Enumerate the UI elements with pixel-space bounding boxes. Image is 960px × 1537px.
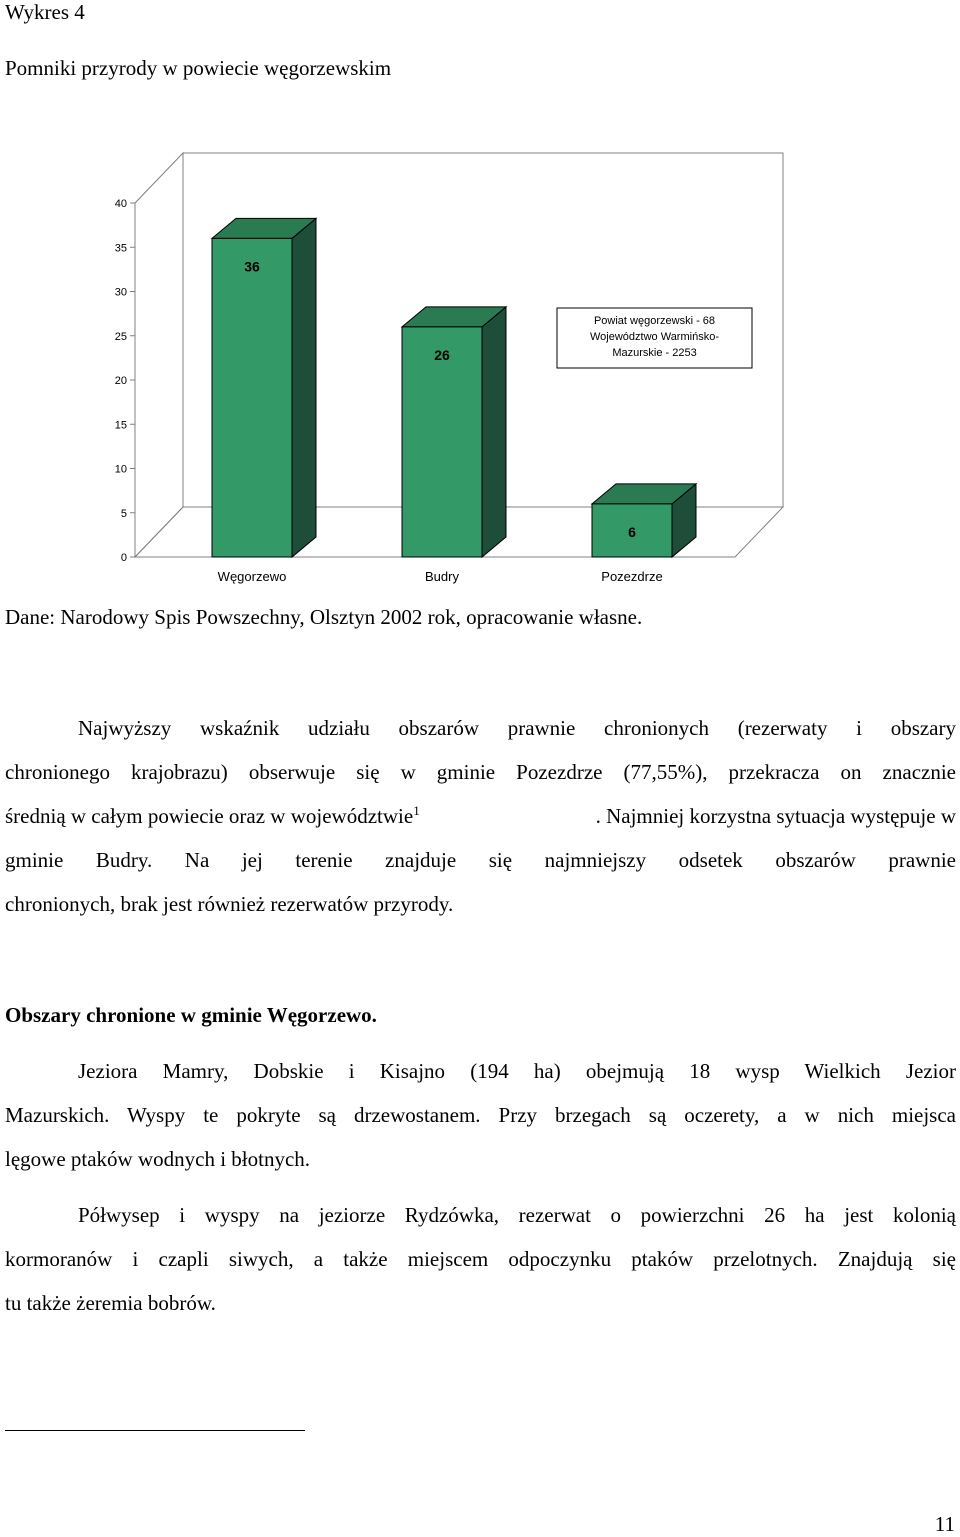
paragraph-3-line-2: kormoranów i czapli siwych, a także miejscem odpoczynku ptaków przelotnych. Znajdują się [5, 1247, 956, 1271]
footnote-ref: 1 [413, 803, 420, 818]
figure-label: Wykres 4 [5, 0, 85, 24]
paragraph-1-line-3-end: . Najmniej korzystna sytuacja występuje w [595, 804, 956, 828]
y-tick-label: 30 [114, 286, 127, 299]
paragraph-2-line-2: Mazurskich. Wyspy te pokryte są drzewostanem. Przy brzegach są oczerety, a w nich miejsca [5, 1103, 956, 1127]
bar-3 [592, 484, 696, 557]
paragraph-1-line-4: gminie Budry. Na jej terenie znajduje się najmniejszy odsetek obszarów prawnie [5, 848, 956, 872]
y-tick-label: 35 [114, 242, 127, 255]
data-label: 26 [434, 346, 450, 363]
paragraph-2-line-1: Jeziora Mamry, Dobskie i Kisajno (194 ha) obejmują 18 wysp Wielkich Jezior [78, 1059, 956, 1083]
paragraph-1-line-5: chronionych, brak jest również rezerwatów przyrody. [5, 892, 454, 916]
source-note: Dane: Narodowy Spis Powszechny, Olsztyn 2002 rok, opracowanie własne. [5, 605, 643, 629]
data-label: 6 [628, 523, 636, 540]
x-tick-label: Budry [425, 569, 459, 584]
bar-1 [212, 218, 316, 557]
y-tick-label: 40 [114, 198, 127, 210]
y-tick-label: 10 [114, 463, 127, 476]
y-tick-label: 15 [114, 419, 127, 432]
footnote-separator [5, 1430, 305, 1431]
bar-2 [402, 307, 506, 557]
paragraph-1-line-1: Najwyższy wskaźnik udziału obszarów prawnie chronionych (rezerwaty i obszary [78, 716, 956, 740]
y-tick-label: 0 [120, 552, 127, 564]
section-heading: Obszary chronione w gminie Węgorzewo. [5, 1003, 377, 1027]
chart-bars [212, 218, 696, 557]
paragraph-1-line-2: chronionego krajobrazu) obserwuje się w gminie Pozezdrze (77,55%), przekracza on znacznie [5, 760, 956, 784]
chart-annotation [557, 308, 752, 368]
y-axis-ticks [115, 198, 135, 564]
paragraph-2-line-3: lęgowe ptaków wodnych i błotnych. [5, 1147, 311, 1171]
data-label: 36 [244, 258, 260, 275]
x-axis-labels [218, 569, 663, 584]
side-wall [135, 153, 183, 557]
annotation-line: Mazurskie - 2253 [612, 347, 697, 359]
y-tick-label: 25 [114, 330, 127, 343]
paragraph-3-line-3: tu także żeremia bobrów. [5, 1291, 216, 1315]
annotation-line: Powiat węgorzewski - 68 [593, 315, 716, 327]
paragraph-1-line-3-start: średnią w całym powiecie oraz w województwie$^1$ [5, 803, 420, 828]
chart-title: Pomniki przyrody w powiecie węgorzewskim [5, 56, 392, 80]
y-tick-label: 20 [114, 375, 127, 387]
annotation-line: Województwo Warmińsko- [590, 331, 719, 343]
y-tick-label: 5 [120, 507, 127, 520]
page-number: 11 [934, 1512, 955, 1536]
paragraph-3-line-1: Półwysep i wyspy na jeziorze Rydzówka, rezerwat o powierzchni 26 ha jest kolonią [78, 1203, 956, 1227]
bar-chart-3d [0, 140, 960, 595]
x-tick-label: Węgorzewo [217, 569, 287, 584]
bar-side [482, 307, 506, 557]
bar-side [292, 218, 316, 557]
bar-front [212, 238, 292, 557]
x-tick-label: Pozezdrze [601, 569, 663, 584]
paragraph-1-line-3 [5, 794, 956, 838]
